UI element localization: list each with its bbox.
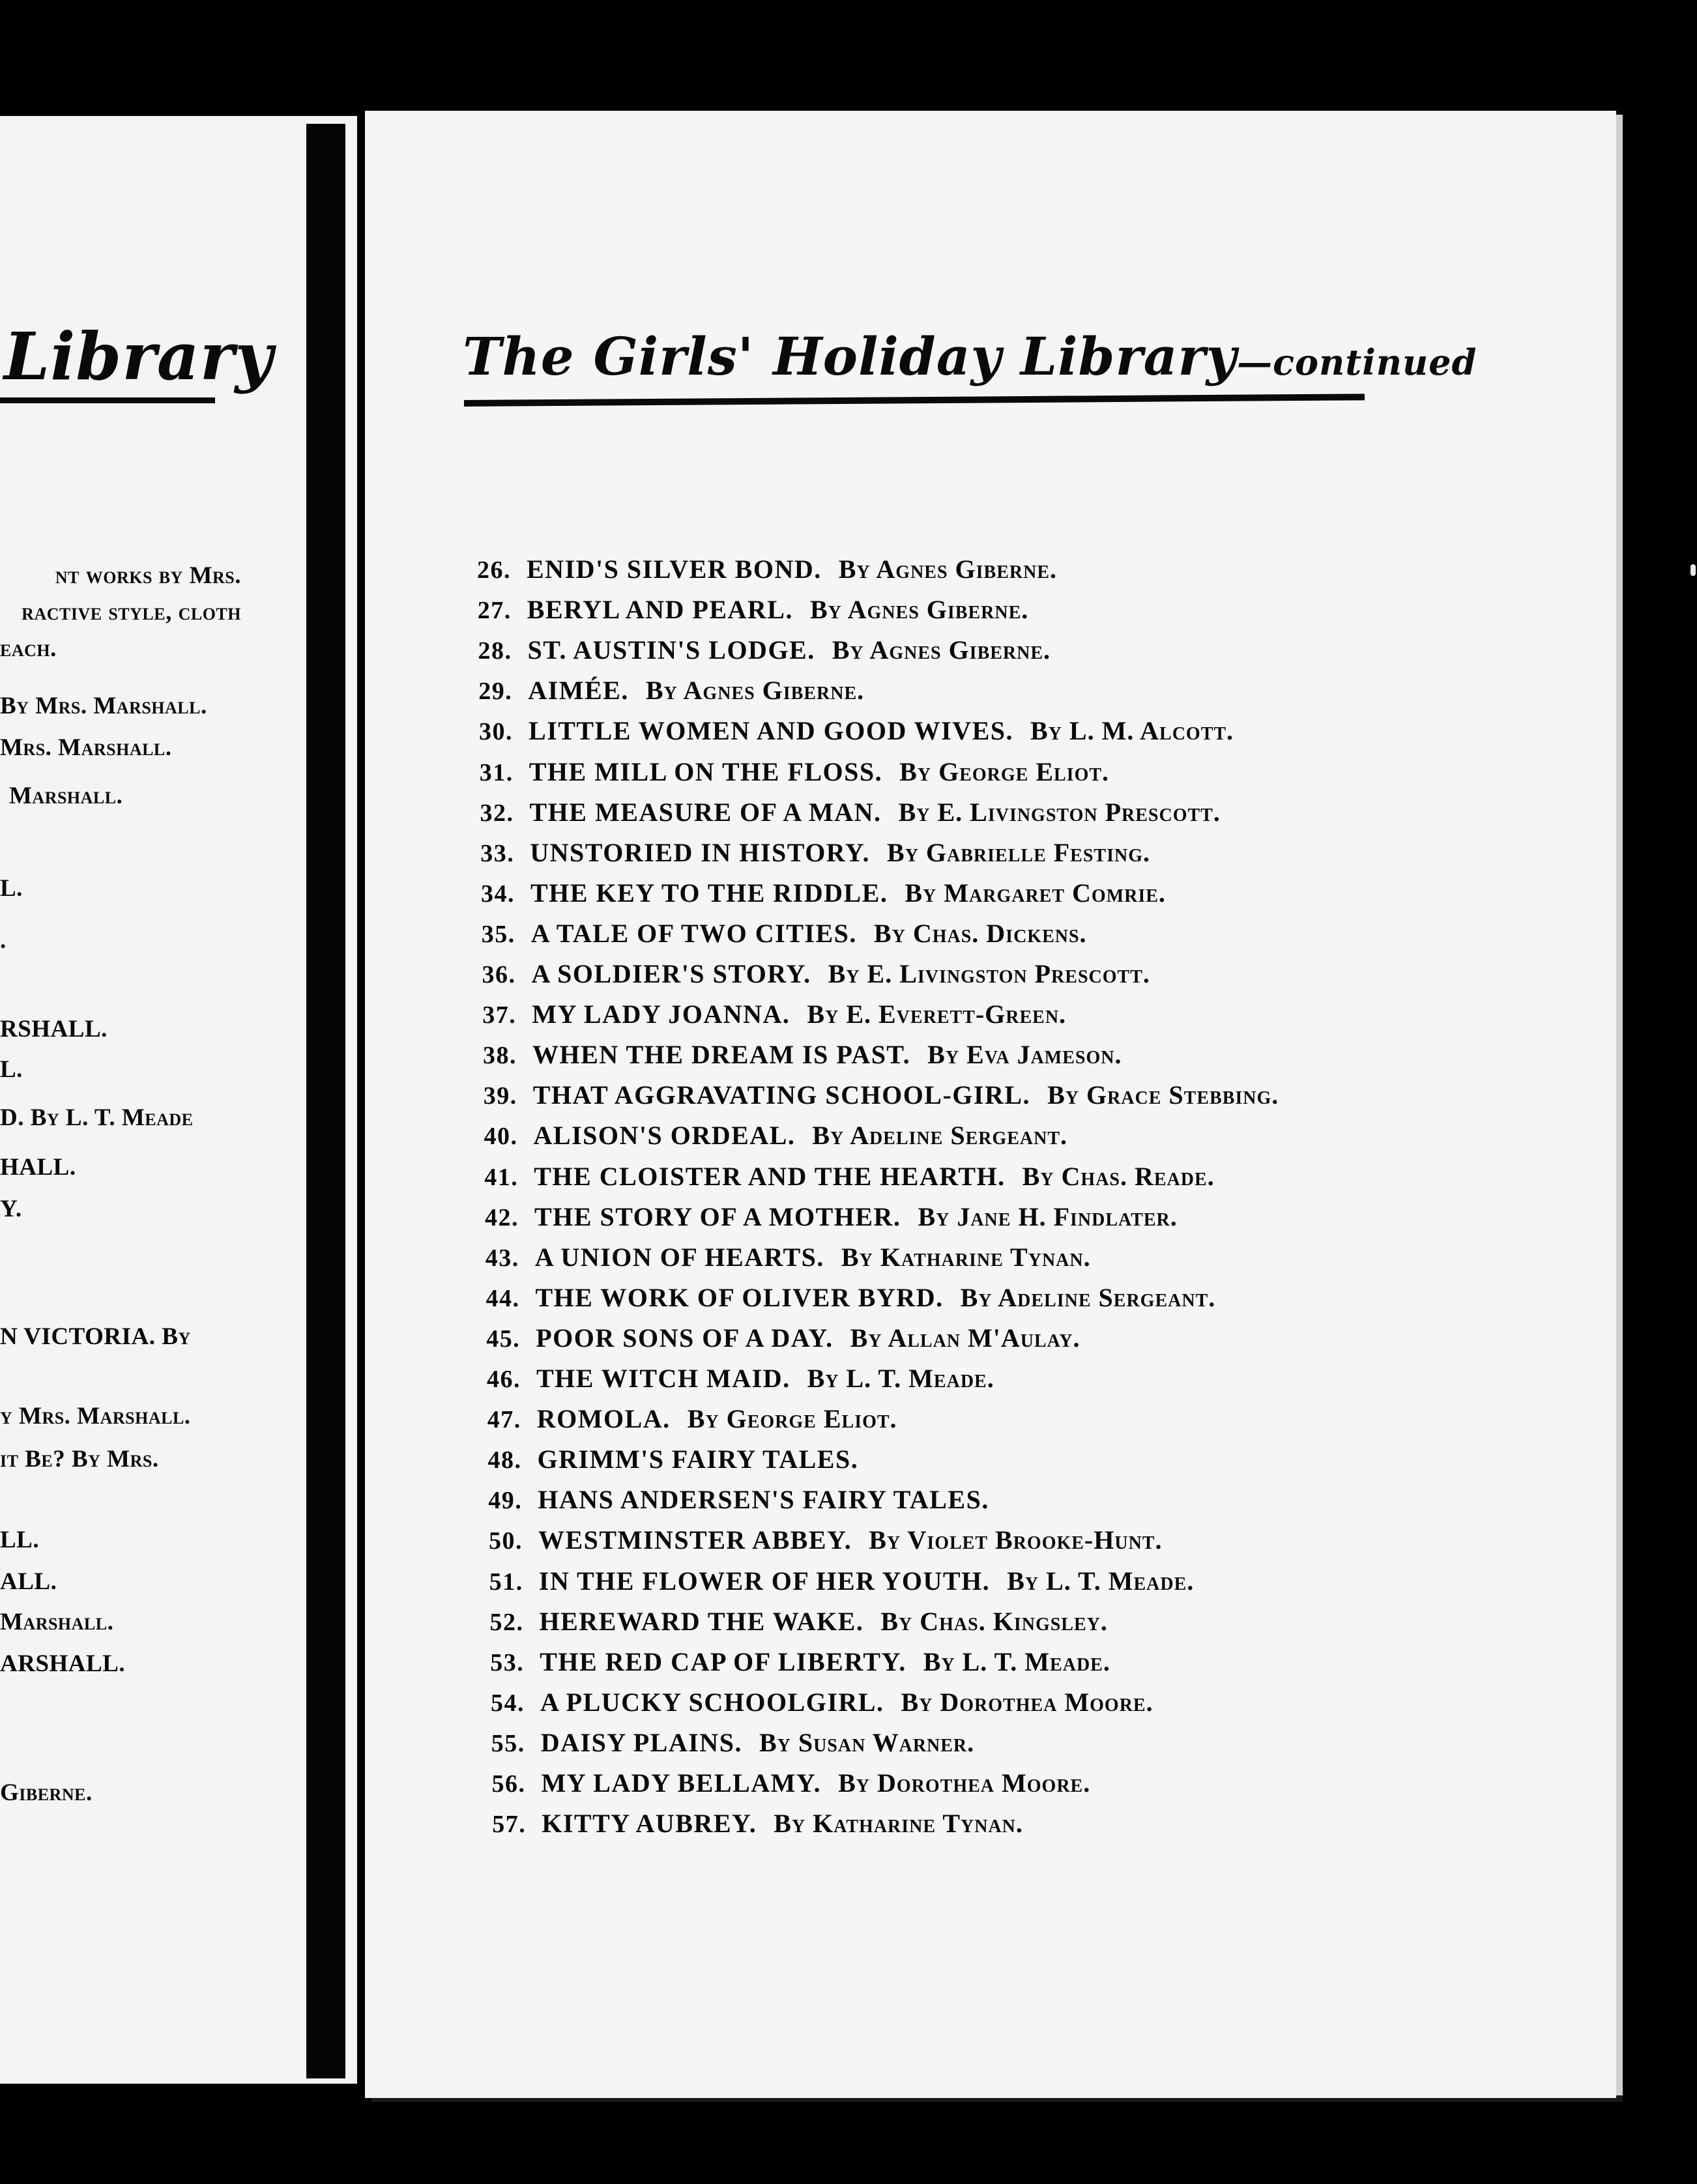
list-item [489, 1525, 1162, 1555]
margin-mark [1690, 564, 1696, 576]
list-item [483, 1039, 1122, 1070]
left-page-line: it Be? By Mrs. [0, 1446, 159, 1473]
entry-title: A UNION OF HEARTS. [534, 1242, 824, 1272]
entry-title: KITTY AUBREY. [542, 1809, 757, 1839]
entry-title: UNSTORIED IN HISTORY. [530, 837, 871, 867]
entry-number: 47. [487, 1406, 521, 1434]
entry-author: By Katharine Tynan. [841, 1242, 1091, 1272]
left-page [0, 116, 357, 2084]
entry-title: DAISY PLAINS. [540, 1727, 742, 1757]
list-item [481, 878, 1166, 908]
list-item [487, 1403, 897, 1434]
entry-title: WHEN THE DREAM IS PAST. [532, 1040, 911, 1070]
entry-author: By L. M. Alcott. [1030, 716, 1234, 746]
entry-number: 54. [491, 1689, 525, 1717]
entry-author: By Grace Stebbing. [1047, 1080, 1279, 1110]
left-page-line: nt works by Mrs. [55, 562, 241, 589]
list-item [486, 1323, 1080, 1353]
entry-author: By E. Livingston Prescott. [898, 797, 1221, 827]
entry-title: A TALE OF TWO CITIES. [530, 918, 857, 948]
entry-number: 26. [477, 556, 511, 584]
left-page-line: L. [0, 875, 23, 902]
list-item [484, 1080, 1279, 1110]
list-item [492, 1768, 1091, 1798]
left-page-line: y Mrs. Marshall. [0, 1403, 191, 1430]
left-page-line: D. By L. T. Meade [0, 1104, 194, 1131]
entry-author: By L. T. Meade. [1007, 1566, 1195, 1596]
book-gutter [306, 124, 345, 2078]
list-item [488, 1484, 989, 1515]
list-item [488, 1444, 859, 1474]
entry-number: 30. [479, 718, 513, 746]
entry-title: THE MILL ON THE FLOSS. [529, 756, 883, 786]
entry-number: 50. [489, 1527, 523, 1555]
entry-title: THE WITCH MAID. [536, 1364, 790, 1393]
page-edge [1616, 115, 1623, 2095]
entry-number: 28. [478, 637, 512, 665]
list-item [491, 1727, 974, 1758]
entry-title: IN THE FLOWER OF HER YOUTH. [538, 1566, 991, 1596]
entry-title: GRIMM'S FAIRY TALES. [537, 1444, 859, 1474]
entry-author: By George Eliot. [899, 756, 1110, 786]
title-rule [464, 394, 1365, 407]
entry-number: 53. [490, 1648, 525, 1676]
entry-number: 32. [480, 799, 514, 827]
entry-title: A PLUCKY SCHOOLGIRL. [540, 1687, 884, 1717]
left-page-line: Mrs. Marshall. [0, 734, 172, 761]
left-page-rule [0, 397, 215, 403]
entry-title: BERYL AND PEARL. [527, 595, 793, 625]
entry-author: By Violet Brooke-Hunt. [869, 1525, 1163, 1555]
entry-author: By Dorothea Moore. [901, 1687, 1153, 1717]
left-page-line: HALL. [0, 1154, 76, 1181]
entry-number: 46. [487, 1366, 521, 1393]
entry-number: 41. [484, 1163, 519, 1191]
list-item [490, 1646, 1110, 1677]
entry-number: 51. [489, 1568, 523, 1596]
entry-title: MY LADY BELLAMY. [541, 1768, 822, 1798]
entry-number: 56. [491, 1770, 526, 1798]
entry-number: 29. [478, 678, 513, 706]
entry-title: THE RED CAP OF LIBERTY. [540, 1646, 907, 1676]
list-item [482, 918, 1087, 949]
entry-title: AIMÉE. [528, 676, 629, 706]
entry-title: A SOLDIER'S STORY. [531, 959, 811, 988]
list-item [477, 554, 1057, 584]
entry-author: By Adeline Sergeant. [960, 1282, 1216, 1312]
right-page [365, 111, 1616, 2098]
entry-title: THAT AGGRAVATING SCHOOL-GIRL. [532, 1080, 1031, 1110]
entry-number: 34. [481, 880, 515, 908]
entry-title: THE MEASURE OF A MAN. [529, 797, 882, 827]
entry-number: 27. [477, 597, 512, 625]
entry-author: By E. Everett-Green. [807, 999, 1067, 1029]
entry-author: By Agnes Giberne. [838, 554, 1058, 584]
entry-author: By Dorothea Moore. [838, 1768, 1091, 1798]
entry-number: 37. [482, 1001, 517, 1029]
entry-title: ALISON'S ORDEAL. [533, 1121, 796, 1151]
entry-number: 52. [489, 1608, 524, 1636]
entry-author: By Chas. Reade. [1022, 1161, 1215, 1191]
entry-title: MY LADY JOANNA. [532, 999, 790, 1029]
left-page-line: LL. [0, 1527, 40, 1553]
list-item [478, 675, 864, 706]
entry-title: THE STORY OF A MOTHER. [534, 1201, 901, 1231]
entry-title: ST. AUSTIN'S LODGE. [527, 635, 815, 665]
entry-author: By Gabrielle Festing. [887, 837, 1150, 867]
list-item [482, 958, 1150, 989]
entry-number: 40. [484, 1123, 518, 1151]
list-item [480, 797, 1221, 827]
entry-author: By Chas. Kingsley. [880, 1606, 1108, 1636]
entry-title: POOR SONS OF A DAY. [536, 1323, 834, 1353]
list-item [492, 1808, 1023, 1839]
list-item [487, 1363, 994, 1394]
left-page-line: Marshall. [0, 1609, 114, 1635]
list-item [486, 1242, 1091, 1272]
entry-number: 38. [483, 1042, 517, 1070]
left-page-heading: Library [4, 318, 274, 395]
left-page-line: ractive style, cloth [22, 599, 241, 625]
list-item [480, 756, 1109, 787]
left-page-line: RSHALL. [0, 1016, 108, 1042]
page-title [463, 326, 1477, 387]
list-item [482, 999, 1066, 1029]
left-page-line: . [0, 927, 7, 954]
entry-title: THE WORK OF OLIVER BYRD. [535, 1282, 944, 1312]
left-page-line: Giberne. [0, 1779, 93, 1806]
left-page-line: Marshall. [9, 783, 123, 809]
entry-title: LITTLE WOMEN AND GOOD WIVES. [529, 716, 1014, 746]
entry-number: 45. [486, 1325, 521, 1353]
entry-author: By Agnes Giberne. [809, 595, 1029, 625]
list-item [491, 1687, 1153, 1717]
list-item [490, 1606, 1108, 1637]
page-title-suffix: —continued [1237, 341, 1477, 383]
entry-number: 42. [485, 1203, 519, 1231]
entry-author: By George Eliot. [687, 1404, 897, 1434]
entry-author: By Agnes Giberne. [832, 635, 1051, 665]
entry-author: By E. Livingston Prescott. [828, 959, 1150, 988]
entry-author: By Margaret Comrie. [905, 878, 1166, 908]
left-page-line: each. [0, 635, 57, 662]
left-page-line: N VICTORIA. By [0, 1323, 191, 1350]
list-item [478, 635, 1051, 665]
entry-author: By L. T. Meade. [807, 1364, 994, 1393]
entry-title: ROMOLA. [536, 1404, 671, 1434]
entry-author: By Allan M'Aulay. [850, 1323, 1081, 1353]
entry-author: By L. T. Meade. [923, 1646, 1110, 1676]
entry-number: 43. [485, 1244, 519, 1272]
list-item [489, 1566, 1195, 1596]
list-item [486, 1282, 1216, 1313]
left-page-line: ALL. [0, 1568, 57, 1595]
entry-number: 44. [486, 1284, 520, 1312]
entry-author: By Katharine Tynan. [774, 1809, 1023, 1839]
entry-number: 49. [488, 1487, 523, 1515]
entry-author: By Eva Jameson. [927, 1040, 1122, 1070]
entry-number: 57. [492, 1811, 527, 1839]
entry-author: By Agnes Giberne. [645, 676, 865, 706]
left-page-line: By Mrs. Marshall. [0, 693, 207, 719]
entry-author: By Susan Warner. [759, 1727, 975, 1757]
left-page-line: Y. [0, 1196, 22, 1222]
entry-author: By Chas. Dickens. [873, 918, 1087, 948]
list-item [480, 837, 1150, 868]
entry-title: HANS ANDERSEN'S FAIRY TALES. [538, 1485, 989, 1515]
entry-title: WESTMINSTER ABBEY. [538, 1525, 852, 1555]
entry-number: 31. [479, 758, 514, 786]
entry-number: 36. [482, 961, 516, 988]
entry-title: HEREWARD THE WAKE. [539, 1606, 864, 1636]
entry-number: 39. [483, 1082, 517, 1110]
entry-author: By Jane H. Findlater. [918, 1201, 1178, 1231]
entry-number: 33. [480, 839, 515, 867]
entry-number: 55. [491, 1729, 525, 1757]
list-item [484, 1120, 1068, 1151]
entry-title: THE KEY TO THE RIDDLE. [530, 878, 888, 908]
entry-number: 48. [487, 1446, 522, 1474]
entry-title: ENID'S SILVER BOND. [527, 554, 822, 584]
page-title-text: The Girls' Holiday Library [463, 326, 1238, 387]
list-item [485, 1201, 1178, 1232]
entry-title: THE CLOISTER AND THE HEARTH. [534, 1161, 1006, 1191]
entry-number: 35. [481, 920, 515, 948]
entry-author: By Adeline Sergeant. [812, 1121, 1068, 1151]
list-item [479, 715, 1234, 746]
left-page-line: ARSHALL. [0, 1650, 126, 1677]
list-item [478, 594, 1029, 625]
left-page-line: L. [0, 1056, 23, 1083]
list-item [484, 1161, 1214, 1192]
